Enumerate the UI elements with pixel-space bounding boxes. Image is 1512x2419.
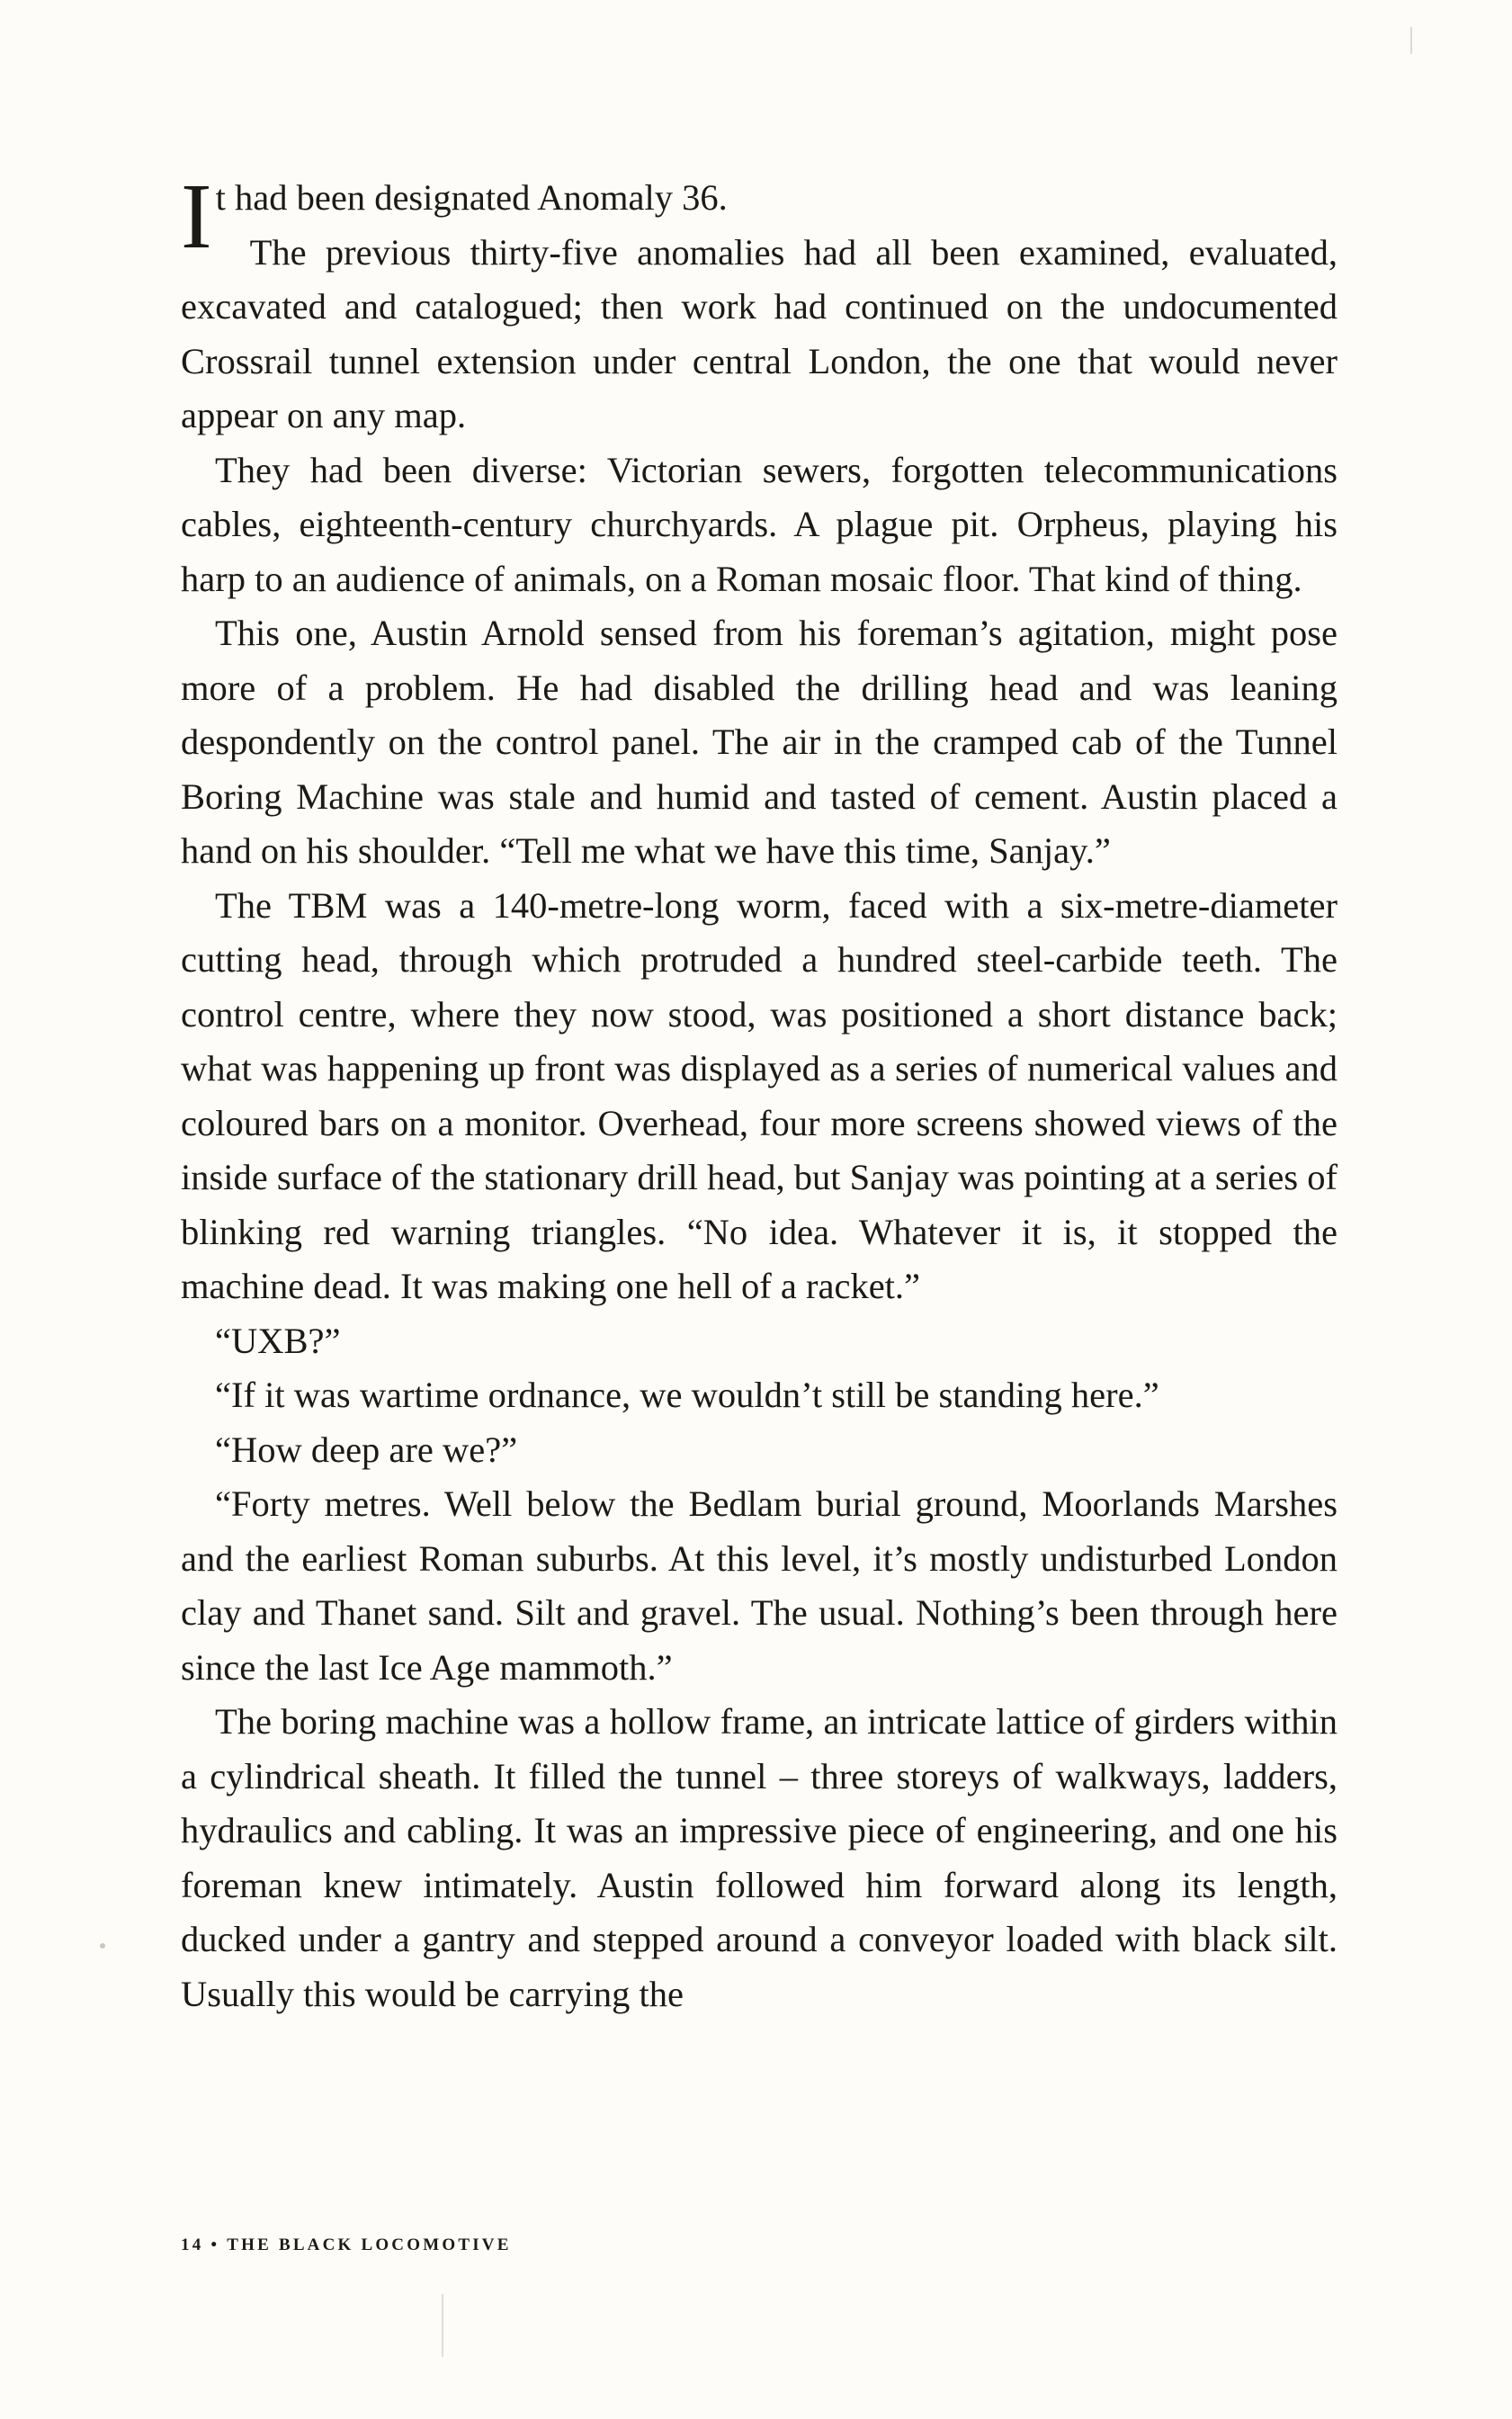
paragraph: “How deep are we?”: [215, 1429, 518, 1470]
paragraph: “Forty metres. Well below the Bedlam burial ground, Moorlands Marshes and the earliest Roman suburbs. At this level, it’s mostly undisturbed London clay and Thanet sand. Silt and gravel. The usual. Nothing’s been through here since the last Ice Age mammoth.”: [181, 1483, 1338, 1688]
scan-mark: [100, 1943, 105, 1949]
paragraph: This one, Austin Arnold sensed from his foreman’s agitation, might pose more of a problem. He had disabled the drilling head and was leaning despondently on the control panel. The air in the cramped cab of the Tunnel Boring Machine was stale and humid and tasted of cement. Austin placed a hand on his shoulder. “Tell me what we have this time, Sanjay.”: [181, 613, 1338, 871]
paragraph: “UXB?”: [215, 1320, 341, 1361]
paragraph: The boring machine was a hollow frame, an intricate lattice of girders within a cylindrical sheath. It filled the tunnel – three storeys of walkways, ladders, hydraulics and cabling. It was an impressive piece of engineering, and one his foreman knew intimately. Austin followed him forward along its length, ducked under a gantry and stepped around a conveyor loaded with black silt. Usually this would be carrying the: [181, 1701, 1338, 2014]
paragraph: They had been diverse: Victorian sewers, forgotten telecommunications cables, eighteenth-century churchyards. A plague pit. Orpheus, playing his harp to an audience of animals, on a Roman mosaic floor. That kind of thing.: [181, 449, 1338, 599]
scan-mark: [442, 2294, 443, 2357]
paragraph: The TBM was a 140-metre-long worm, faced with a six-metre-diameter cutting head, through which protruded a hundred steel-carbide teeth. The control centre, where they now stood, was positioned a short distance back; what was happening up front was displayed as a series of numerical values and coloured bars on a monitor. Overhead, four more screens showed views of the inside surface of the stationary drill head, but Sanjay was pointing at a series of blinking red warning triangles. “No idea. Whatever it is, it stopped the machine dead. It was making one hell of a racket.”: [181, 884, 1338, 1306]
footer-separator: •: [210, 2235, 220, 2254]
paragraph: The previous thirty-five anomalies had all been examined, evaluated, excavated and catalogued; then work had continued on the undocumented Crossrail tunnel extension under central London, the one that would never appear on any map.: [181, 231, 1338, 435]
paragraph: “If it was wartime ordnance, we wouldn’t still be standing here.”: [215, 1375, 1159, 1415]
opening-line: t had been designated Anomaly 36.: [215, 177, 728, 218]
drop-cap: I: [181, 165, 212, 268]
scan-mark: [1410, 27, 1412, 54]
page-footer: [181, 2235, 512, 2255]
paragraph-opening: [181, 165, 1338, 268]
running-title: THE BLACK LOCOMOTIVE: [227, 2235, 512, 2254]
page-number: 14: [181, 2235, 204, 2254]
body-text: [181, 165, 1338, 2021]
